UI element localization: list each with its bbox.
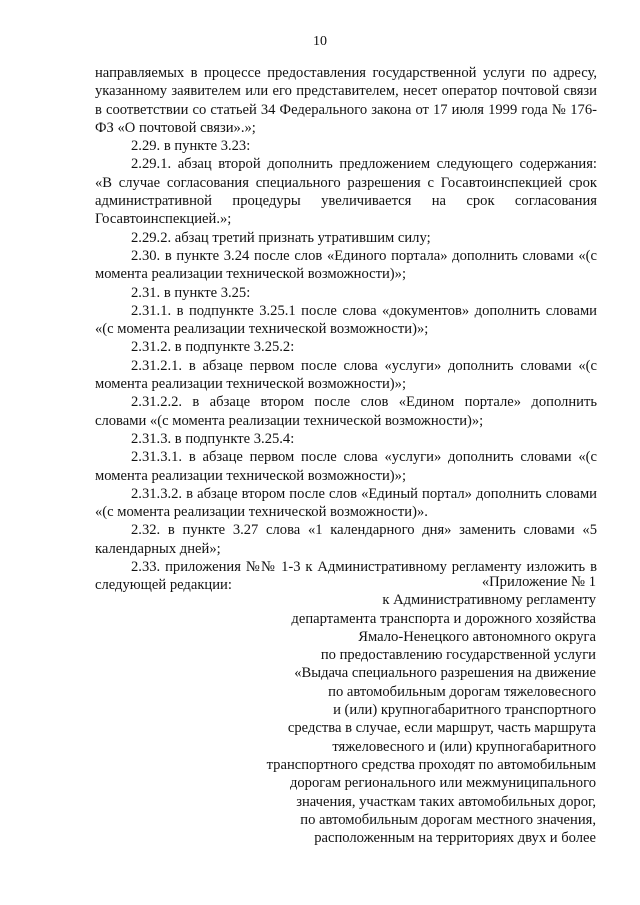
- paragraph-2-31: 2.31. в пункте 3.25:: [131, 284, 251, 301]
- appendix-line: расположенным на территориях двух и более: [314, 830, 596, 847]
- paragraph-2-31-3: 2.31.3. в подпункте 3.25.4:: [131, 430, 295, 447]
- appendix-line: средства в случае, если маршрут, часть маршрута: [287, 720, 596, 737]
- appendix-line: «Приложение № 1: [481, 574, 596, 590]
- appendix-line: к Административному регламенту: [382, 592, 596, 609]
- document-body: [95, 64, 597, 595]
- appendix-line: и (или) крупногабаритного транспортного: [333, 702, 596, 719]
- appendix-line: по автомобильным дорогам местного значения,: [300, 811, 596, 828]
- paragraph-2-31-3-1: 2.31.3.1. в абзаце первом после слова «услуги» дополнить словами «(с момента реализации технической возможности)»;: [95, 449, 597, 484]
- appendix-line: дорогам регионального или межмуниципального: [289, 775, 596, 792]
- appendix-line: «Выдача специального разрешения на движение: [294, 665, 596, 682]
- appendix-line: значения, участкам таких автомобильных дорог,: [296, 793, 596, 810]
- paragraph-2-30: 2.30. в пункте 3.24 после слов «Единого портала» дополнить словами «(с момента реализации технической возможности)»;: [95, 247, 597, 283]
- paragraph-2-32: 2.32. в пункте 3.27 слова «1 календарного дня» заменить словами «5 календарных дней»;: [95, 522, 597, 557]
- page-number: 10: [313, 34, 327, 49]
- paragraph-2-29-2: 2.29.2. абзац третий признать утратившим силу;: [131, 229, 431, 246]
- appendix-line: по автомобильным дорогам тяжеловесного: [328, 683, 596, 700]
- appendix-line: департамента транспорта и дорожного хозяйства: [291, 610, 596, 627]
- paragraph-2-31-2-2: 2.31.2.2. в абзаце втором после слов «Едином портале» дополнить словами «(с момента реализации технической возможности)»;: [95, 394, 597, 429]
- appendix-header: [240, 573, 596, 847]
- appendix-line: Ямало-Ненецкого автономного округа: [358, 628, 596, 645]
- paragraph-2-29-1: 2.29.1. абзац второй дополнить предложением следующего содержания: «В случае согласования специального разрешения с Госавтоинспекцией срок административной процедуры увеличивается на срок согласования Госавтоинспекцией.»;: [95, 156, 597, 228]
- appendix-line: транспортного средства проходят по автомобильным: [266, 756, 596, 773]
- appendix-line: по предоставлению государственной услуги: [320, 647, 596, 664]
- paragraph-2-33: 2.33. приложения №№ 1-3 к Административному регламенту изложить в следующей редакции:: [95, 559, 597, 594]
- paragraph-2-31-3-2: 2.31.3.2. в абзаце втором после слов «Единый портал» дополнить словами «(с момента реализации технической возможности)».: [95, 485, 597, 521]
- paragraph-2-29: 2.29. в пункте 3.23:: [131, 138, 251, 155]
- appendix-line: тяжеловесного и (или) крупногабаритного: [332, 738, 596, 755]
- paragraph-continuation: направляемых в процессе предоставления государственной услуги по адресу, указанному заявителем или его представителем, несет оператор почтовой связи в соответствии со статьей 34 Федерального закона от 17 июля 1999 года № 176-ФЗ «О почтовой связи».»;: [95, 65, 597, 136]
- paragraph-2-31-2: 2.31.2. в подпункте 3.25.2:: [131, 339, 295, 356]
- paragraph-2-31-1: 2.31.1. в подпункте 3.25.1 после слова «документов» дополнить словами «(с момента реализации технической возможности)»;: [95, 302, 597, 338]
- paragraph-2-31-2-1: 2.31.2.1. в абзаце первом после слова «услуги» дополнить словами «(с момента реализации технической возможности)»;: [95, 357, 597, 393]
